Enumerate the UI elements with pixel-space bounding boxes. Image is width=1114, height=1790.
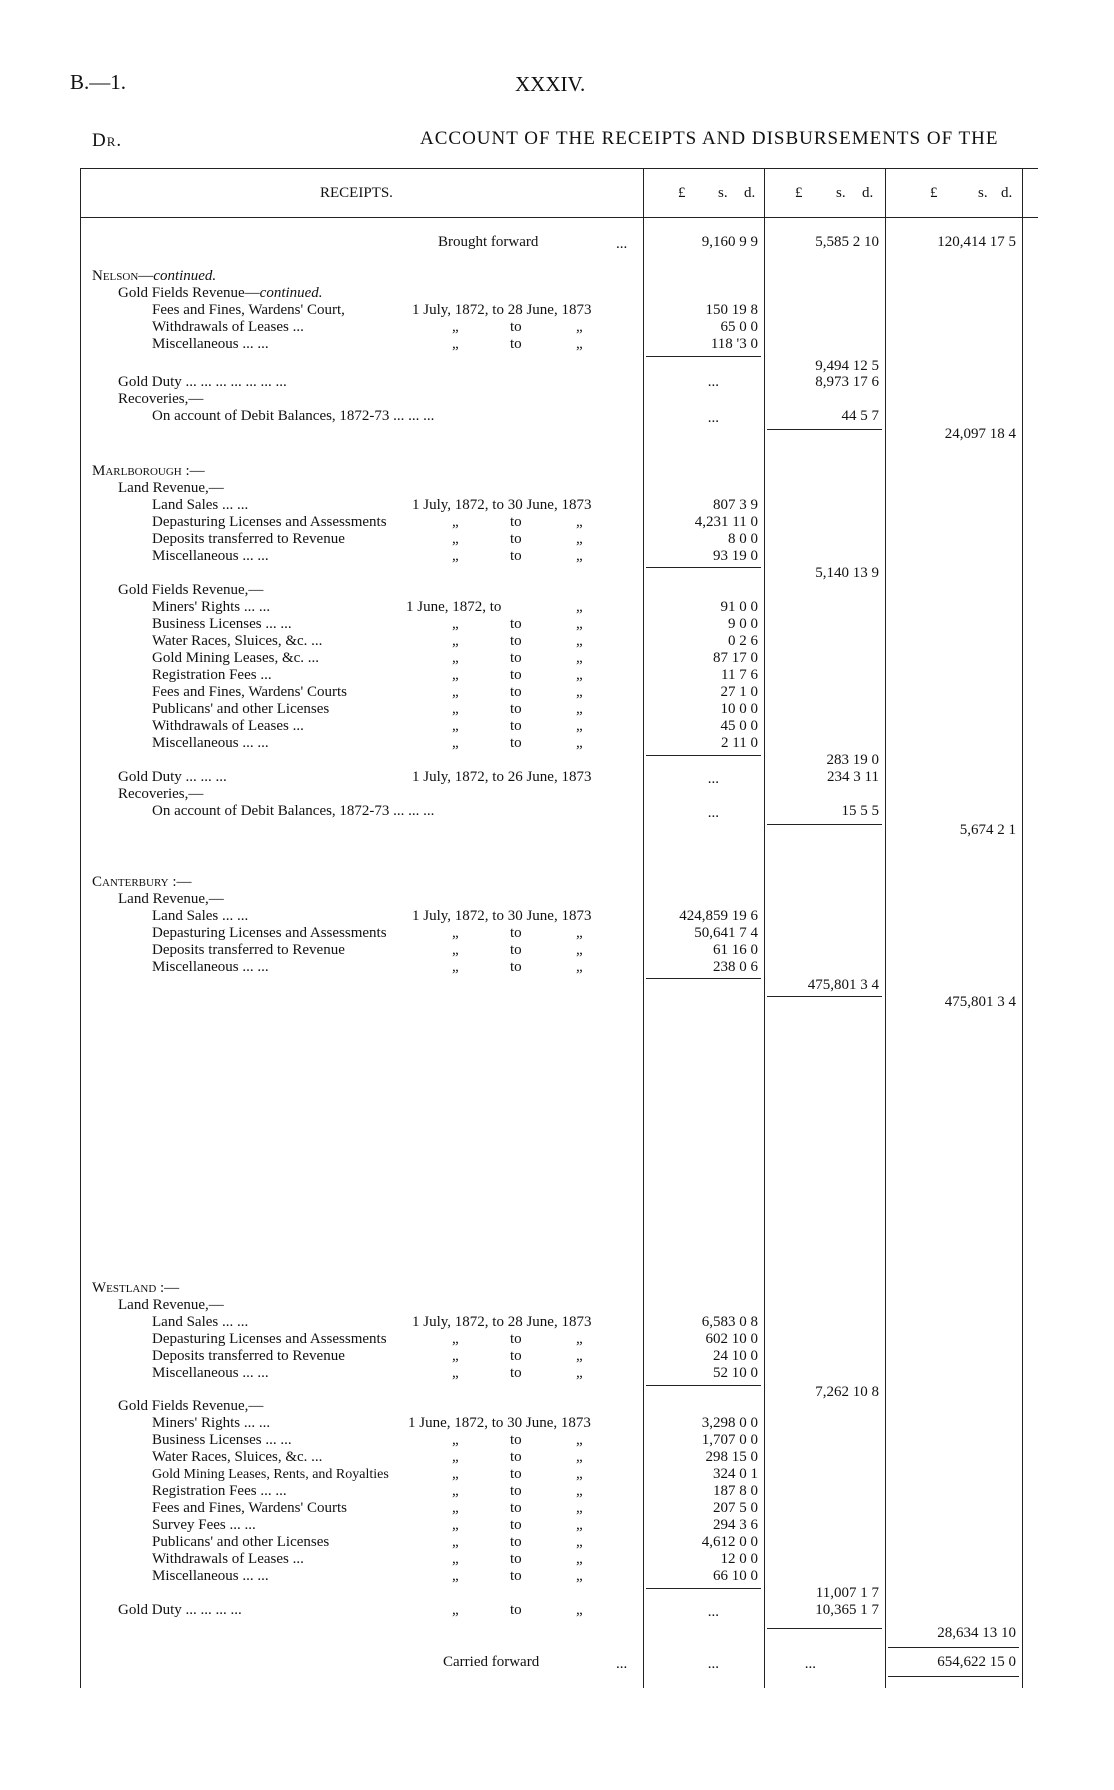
ditto-mark: „ [576,531,583,547]
canterbury-heading: Canterbury :— [92,874,192,890]
brought-forward-label: Brought forward [438,234,539,250]
grand-total-rule [888,1647,1019,1648]
grand-total-bottom-rule [888,1676,1019,1677]
to-mark: to [510,735,522,751]
ditto-mark: „ [452,1466,459,1482]
ditto-mark: „ [452,633,459,649]
ditto-mark: „ [452,1331,459,1347]
westland-withdrawals-label: Withdrawals of Leases ... [152,1551,304,1567]
ditto-mark: „ [576,701,583,717]
ditto-mark: „ [452,735,459,751]
westland-fees-label: Fees and Fines, Wardens' Courts [152,1500,347,1516]
to-mark: to [510,1568,522,1584]
to-mark: to [510,1534,522,1550]
ditto-mark: „ [576,925,583,941]
westland-total: 28,634 13 10 [937,1625,1016,1641]
to-mark: to [510,1331,522,1347]
table-left-border [80,168,81,1688]
table-right-border [1022,168,1023,1688]
pounds-header-1: £ [678,185,686,201]
westland-mining-amount: 324 0 1 [713,1466,758,1482]
brought-forward-col2: 5,585 2 10 [815,234,879,250]
westland-survey-label: Survey Fees ... ... [152,1517,256,1533]
to-mark: to [510,1602,522,1618]
carried-forward-label: Carried forward [443,1654,540,1670]
westland-registration-amount: 187 8 0 [713,1483,758,1499]
westland-gold-duty-amount: 10,365 1 7 [815,1602,879,1618]
ditto-mark: „ [576,684,583,700]
westland-land-period: 1 July, 1872, to 28 June, 1873 [412,1314,592,1330]
ditto-mark: „ [452,650,459,666]
marlborough-heading: Marlborough :— [92,463,205,479]
marlborough-publicans-label: Publicans' and other Licenses [152,701,330,717]
marlborough-land-heading: Land Revenue,— [118,480,224,496]
nelson-debit-col1: ... [707,410,719,426]
carried-forward-col1: ... [707,1656,719,1672]
marlborough-land-total: 5,140 13 9 [815,565,879,581]
nelson-fees-period: 1 July, 1872, to 28 June, 1873 [412,302,592,318]
subtotal-rule [646,1385,761,1386]
marlborough-land-period: 1 July, 1872, to 30 June, 1873 [412,497,592,513]
westland-deposits-amount: 24 10 0 [713,1348,758,1364]
pounds-header-2: £ [795,185,803,201]
westland-misc-label: Miscellaneous ... ... [152,1365,269,1381]
nelson-gold-duty-amount: 8,973 17 6 [815,374,879,390]
to-mark: to [510,701,522,717]
to-mark: to [510,1466,522,1482]
to-mark: to [510,1551,522,1567]
westland-depasturing-label: Depasturing Licenses and Assessments [152,1331,387,1347]
pence-header-3: d. [1001,185,1013,201]
canterbury-misc-amount: 238 0 6 [713,959,758,975]
to-mark: to [510,667,522,683]
to-mark: to [510,650,522,666]
brought-forward-col1: 9,160 9 9 [701,234,758,250]
brought-forward-col3: 120,414 17 5 [937,234,1016,250]
ditto-mark: „ [452,1602,459,1618]
marlborough-water-label: Water Races, Sluices, &c. ... [152,633,323,649]
nelson-heading-text: Nelson— [92,268,154,284]
westland-water-amount: 298 15 0 [705,1449,758,1465]
ditto-mark: „ [452,319,459,335]
ditto-mark: „ [576,718,583,734]
subtotal-rule [646,356,761,357]
ditto-mark: „ [576,650,583,666]
nelson-withdrawals-label: Withdrawals of Leases ... [152,319,304,335]
westland-land-sales-amount: 6,583 0 8 [701,1314,758,1330]
ditto-mark: „ [576,1348,583,1364]
ditto-mark: „ [452,1483,459,1499]
column-divider-3 [885,168,886,1688]
marlborough-fees-label: Fees and Fines, Wardens' Courts [152,684,347,700]
marlborough-withdrawals-amount: 45 0 0 [720,718,758,734]
ditto-mark: „ [452,684,459,700]
canterbury-depasturing-amount: 50,641 7 4 [694,925,758,941]
ditto-mark: „ [576,1602,583,1618]
ditto-mark: „ [576,1534,583,1550]
to-mark: to [510,616,522,632]
ditto-mark: „ [576,1432,583,1448]
marlborough-debit-amount: 15 5 5 [841,803,879,819]
marlborough-deposits-label: Deposits transferred to Revenue [152,531,345,547]
nelson-gold-fields-text: Gold Fields Revenue— [118,285,260,301]
marlborough-registration-label: Registration Fees ... [152,667,272,683]
ditto-mark: „ [452,548,459,564]
shillings-header-1: s. [718,185,728,201]
nelson-gold-duty-label: Gold Duty ... ... ... ... ... ... ... [118,374,287,390]
westland-mining-label: Gold Mining Leases, Rents, and Royalties [152,1467,389,1482]
dr-label: Dr. [92,130,123,151]
canterbury-deposits-amount: 61 16 0 [713,942,758,958]
canterbury-land-sales-label: Land Sales ... ... [152,908,249,924]
westland-miners-amount: 3,298 0 0 [701,1415,758,1431]
subtotal-rule [646,1588,761,1589]
canterbury-land-period: 1 July, 1872, to 30 June, 1873 [412,908,592,924]
ditto-mark: „ [576,319,583,335]
pence-header-2: d. [862,185,874,201]
ditto-mark: „ [452,1432,459,1448]
to-mark: to [510,548,522,564]
marlborough-debit-col1: ... [707,805,719,821]
to-mark: to [510,1517,522,1533]
westland-publicans-label: Publicans' and other Licenses [152,1534,330,1550]
canterbury-depasturing-label: Depasturing Licenses and Assessments [152,925,387,941]
ditto-mark: „ [576,633,583,649]
to-mark: to [510,531,522,547]
ditto-mark: „ [576,336,583,352]
canterbury-land-heading: Land Revenue,— [118,891,224,907]
ditto-mark: „ [452,1348,459,1364]
ditto-mark: „ [576,616,583,632]
marlborough-deposits-amount: 8 0 0 [728,531,758,547]
ditto-mark: „ [452,616,459,632]
ditto-mark: „ [576,514,583,530]
nelson-fees-label: Fees and Fines, Wardens' Court, [152,302,345,318]
ditto-mark: „ [576,1483,583,1499]
document-reference: B.—1. [70,70,127,94]
marlborough-total: 5,674 2 1 [959,822,1016,838]
westland-gold-fields-total: 11,007 1 7 [815,1585,879,1601]
westland-misc-amount: 52 10 0 [713,1365,758,1381]
column-divider-2 [764,168,765,1688]
westland-gold-fields-period: 1 June, 1872, to 30 June, 1873 [408,1415,591,1431]
ditto-mark: „ [576,1449,583,1465]
receipts-header: RECEIPTS. [320,185,393,201]
ditto-mark: „ [576,942,583,958]
canterbury-total: 475,801 3 4 [944,994,1016,1010]
marlborough-business-label: Business Licenses ... ... [152,616,292,632]
ditto-mark: „ [576,667,583,683]
westland-land-total: 7,262 10 8 [815,1384,879,1400]
nelson-gold-fields-continued: continued. [259,285,323,301]
westland-depasturing-amount: 602 10 0 [705,1331,758,1347]
marlborough-withdrawals-label: Withdrawals of Leases ... [152,718,304,734]
table-top-border [80,168,1038,169]
pounds-header-3: £ [930,185,938,201]
ditto-mark: „ [576,735,583,751]
marlborough-publicans-amount: 10 0 0 [720,701,758,717]
marlborough-depasturing-label: Depasturing Licenses and Assessments [152,514,387,530]
marlborough-fees-amount: 27 1 0 [720,684,758,700]
westland-miners-label: Miners' Rights ... ... [152,1415,271,1431]
ditto-mark: „ [576,1517,583,1533]
to-mark: to [510,633,522,649]
ditto-mark: „ [452,1365,459,1381]
nelson-debit-label: On account of Debit Balances, 1872-73 ... ... ... [152,408,435,424]
ditto-mark: „ [452,531,459,547]
to-mark: to [510,319,522,335]
westland-water-label: Water Races, Sluices, &c. ... [152,1449,323,1465]
marlborough-mining-label: Gold Mining Leases, &c. ... [152,650,320,666]
marlborough-gold-duty-period: 1 July, 1872, to 26 June, 1873 [412,769,592,785]
ditto-mark: „ [452,1449,459,1465]
westland-gold-duty-label: Gold Duty ... ... ... ... [118,1602,242,1618]
nelson-misc-amount: 118 '3 0 [710,336,758,352]
marlborough-water-amount: 0 2 6 [728,633,758,649]
carried-forward-col3: 654,622 15 0 [937,1654,1016,1670]
canterbury-misc-label: Miscellaneous ... ... [152,959,269,975]
ditto-mark: „ [576,1568,583,1584]
to-mark: to [510,514,522,530]
canterbury-land-sales-amount: 424,859 19 6 [679,908,758,924]
westland-land-heading: Land Revenue,— [118,1297,224,1313]
ditto-mark: „ [452,959,459,975]
to-mark: to [510,1449,522,1465]
westland-publicans-amount: 4,612 0 0 [701,1534,758,1550]
subtotal-rule [646,755,761,756]
to-mark: to [510,336,522,352]
marlborough-gold-fields-period: 1 June, 1872, to [406,599,502,615]
marlborough-gold-duty-label: Gold Duty ... ... ... [118,769,227,785]
section-total-rule [767,824,882,825]
section-total-rule [767,429,882,430]
ditto-mark: „ [576,1466,583,1482]
to-mark: to [510,1365,522,1381]
shillings-header-2: s. [836,185,846,201]
ditto-mark: „ [576,1331,583,1347]
westland-business-label: Business Licenses ... ... [152,1432,292,1448]
ditto-mark: „ [452,336,459,352]
to-mark: to [510,1432,522,1448]
ditto-mark: „ [452,925,459,941]
carried-forward-dots: ... [616,1656,628,1672]
shillings-header-3: s. [978,185,988,201]
subtotal-rule [646,567,761,568]
header-bottom-border [80,217,1038,218]
marlborough-gf-misc-amount: 2 11 0 [721,735,758,751]
marlborough-land-sales-amount: 807 3 9 [713,497,758,513]
ditto-mark: „ [452,514,459,530]
ditto-mark: „ [452,718,459,734]
marlborough-gf-misc-label: Miscellaneous ... ... [152,735,269,751]
nelson-withdrawals-amount: 65 0 0 [720,319,758,335]
marlborough-depasturing-amount: 4,231 11 0 [694,514,758,530]
ditto-mark: „ [452,1534,459,1550]
nelson-recoveries-label: Recoveries,— [118,391,204,407]
ditto-mark: „ [576,599,583,615]
marlborough-debit-label: On account of Debit Balances, 1872-73 ... ... ... [152,803,435,819]
nelson-misc-label: Miscellaneous ... ... [152,336,269,352]
marlborough-gold-fields-total: 283 19 0 [826,752,879,768]
nelson-heading [92,268,216,285]
westland-fees-amount: 207 5 0 [713,1500,758,1516]
marlborough-business-amount: 9 0 0 [728,616,758,632]
ditto-mark: „ [452,1500,459,1516]
ditto-mark: „ [576,1365,583,1381]
marlborough-misc-amount: 93 19 0 [713,548,758,564]
ditto-mark: „ [452,667,459,683]
westland-deposits-label: Deposits transferred to Revenue [152,1348,345,1364]
ditto-mark: „ [452,1517,459,1533]
pence-header-1: d. [744,185,756,201]
westland-registration-label: Registration Fees ... ... [152,1483,287,1499]
marlborough-gold-duty-col1: ... [707,771,719,787]
nelson-debit-amount: 44 5 7 [841,408,879,424]
marlborough-miners-amount: 91 0 0 [720,599,758,615]
westland-gold-fields-heading: Gold Fields Revenue,— [118,1398,264,1414]
carried-forward-col2: ... [804,1656,816,1672]
to-mark: to [510,718,522,734]
ditto-mark: „ [576,1500,583,1516]
section-total-rule [767,996,882,997]
westland-land-sales-label: Land Sales ... ... [152,1314,249,1330]
canterbury-deposits-label: Deposits transferred to Revenue [152,942,345,958]
marlborough-misc-label: Miscellaneous ... ... [152,548,269,564]
to-mark: to [510,684,522,700]
ditto-mark: „ [576,548,583,564]
to-mark: to [510,942,522,958]
marlborough-registration-amount: 11 7 6 [721,667,758,683]
ditto-mark: „ [576,1551,583,1567]
to-mark: to [510,1348,522,1364]
westland-business-amount: 1,707 0 0 [701,1432,758,1448]
column-divider-1 [643,168,644,1688]
marlborough-land-sales-label: Land Sales ... ... [152,497,249,513]
ditto-mark: „ [576,959,583,975]
marlborough-gold-fields-heading: Gold Fields Revenue,— [118,582,264,598]
brought-forward-dots: ... [616,236,628,252]
nelson-heading-continued: continued. [153,268,217,284]
page-title: ACCOUNT OF THE RECEIPTS AND DISBURSEMENTS OF THE [420,128,999,149]
canterbury-land-total: 475,801 3 4 [807,977,879,993]
nelson-gold-fields-total: 9,494 12 5 [815,358,879,374]
westland-withdrawals-amount: 12 0 0 [720,1551,758,1567]
nelson-total: 24,097 18 4 [944,426,1016,442]
westland-gf-misc-label: Miscellaneous ... ... [152,1568,269,1584]
marlborough-gold-duty-amount: 234 3 11 [827,769,879,785]
nelson-gold-duty-col1: ... [707,374,719,390]
ditto-mark: „ [452,942,459,958]
to-mark: to [510,959,522,975]
section-total-rule [767,1628,882,1629]
westland-heading: Westland :— [92,1280,180,1296]
nelson-gold-fields-heading [118,285,323,302]
subtotal-rule [646,978,761,979]
to-mark: to [510,1500,522,1516]
westland-survey-amount: 294 3 6 [713,1517,758,1533]
westland-gf-misc-amount: 66 10 0 [713,1568,758,1584]
ditto-mark: „ [452,1568,459,1584]
to-mark: to [510,925,522,941]
ditto-mark: „ [452,701,459,717]
ditto-mark: „ [452,1551,459,1567]
page-number: XXXIV. [515,72,586,96]
marlborough-mining-amount: 87 17 0 [713,650,758,666]
nelson-fees-amount: 150 19 8 [705,302,758,318]
marlborough-recoveries-label: Recoveries,— [118,786,204,802]
westland-gold-duty-col1: ... [707,1604,719,1620]
to-mark: to [510,1483,522,1499]
marlborough-miners-label: Miners' Rights ... ... [152,599,271,615]
